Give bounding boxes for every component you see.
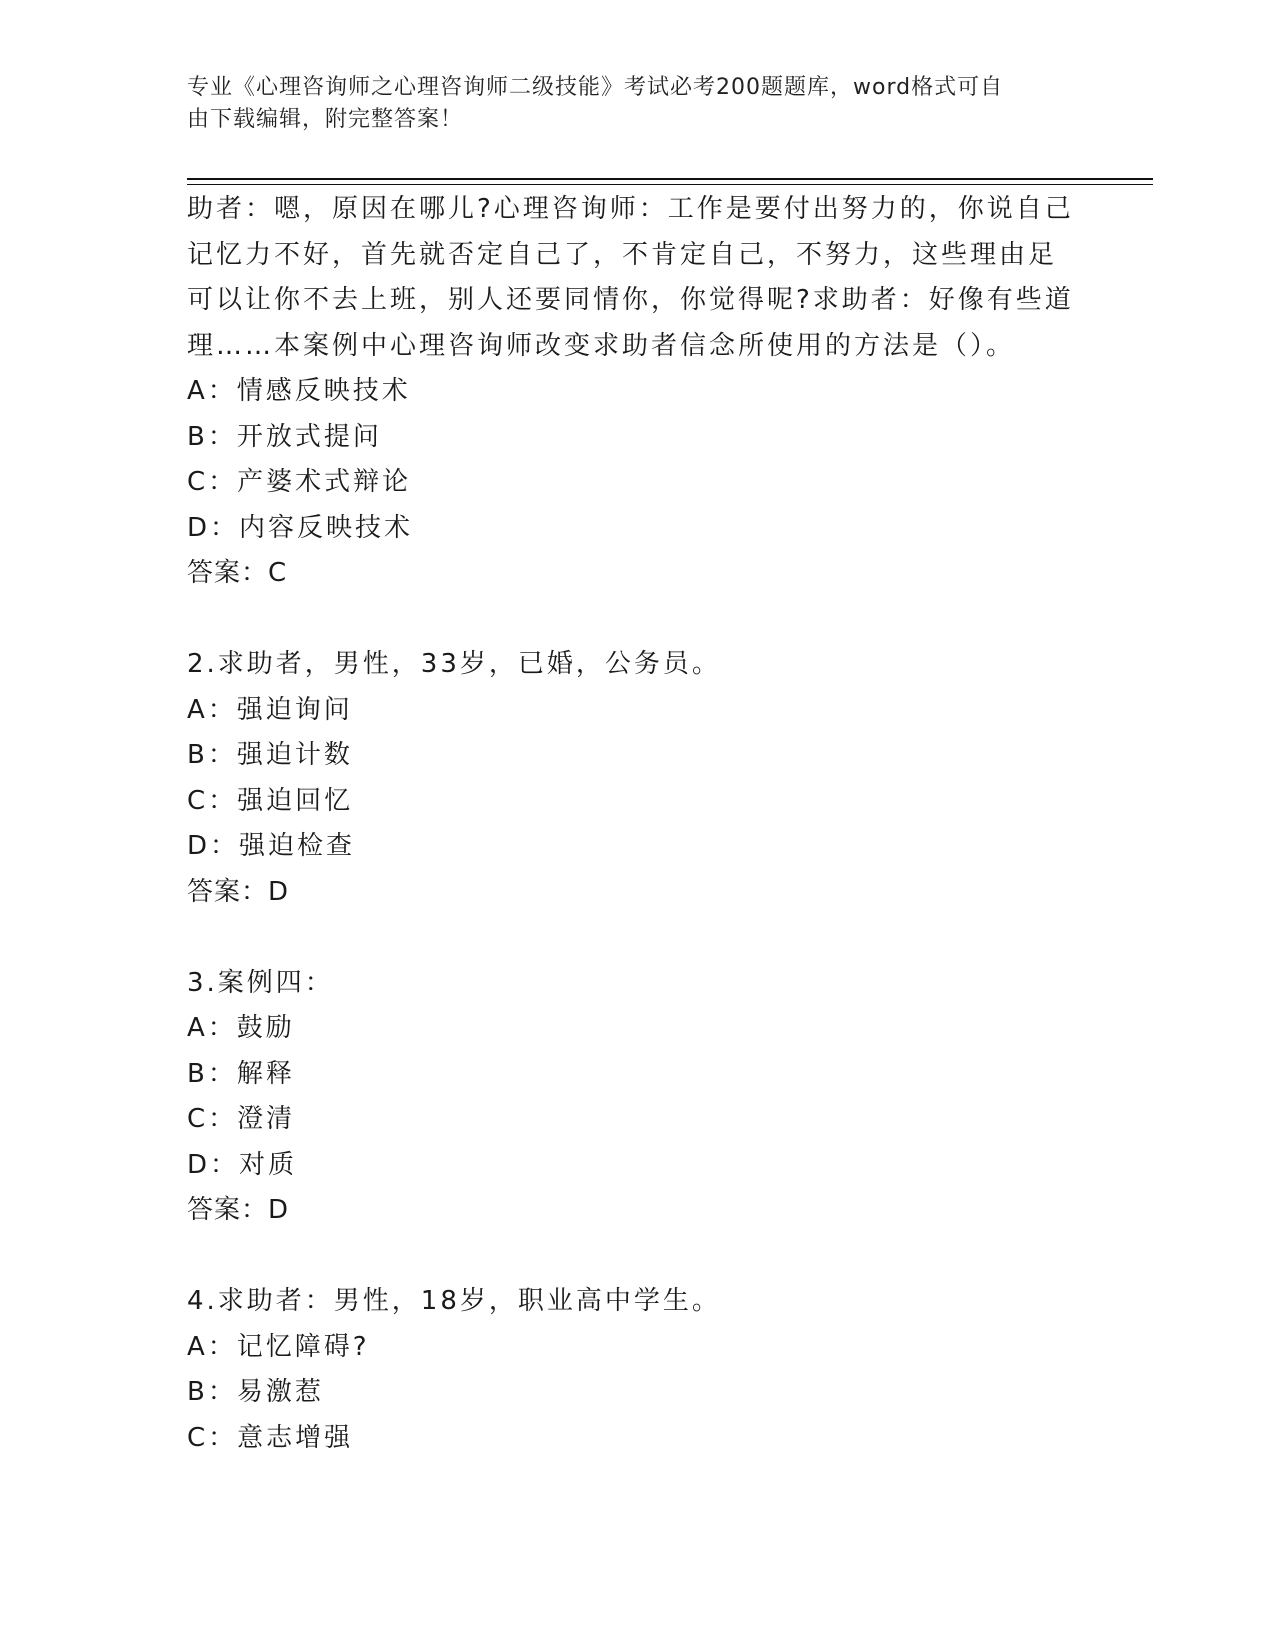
header-line-1: 专业《心理咨询师之心理咨询师二级技能》考试必考200题题库，word格式可自	[187, 75, 1004, 100]
option-b: B：易激惹	[187, 1377, 324, 1407]
spacer	[187, 597, 1087, 643]
header-divider-thin	[187, 184, 1153, 185]
header-line-2: 由下载编辑，附完整答案！	[187, 107, 464, 132]
option-a: A：鼓励	[187, 1013, 295, 1043]
answer-line: 答案：D	[187, 876, 290, 907]
option-a: A：情感反映技术	[187, 376, 411, 406]
question-text-line: 可以让你不去上班，别人还要同情你，你觉得呢?求助者：好像有些道	[187, 285, 1074, 315]
option-d: D：对质	[187, 1149, 298, 1180]
question-1	[187, 187, 1087, 597]
question-text-line: 记忆力不好，首先就否定自己了，不肯定自己，不努力，这些理由足	[187, 239, 1058, 270]
question-2	[187, 642, 1087, 915]
question-stem: 2.求助者，男性，33岁，已婚，公务员。	[187, 649, 721, 679]
question-text-line: 理……本案例中心理咨询师改变求助者信念所使用的方法是（）。	[187, 330, 1016, 361]
option-b: B：强迫计数	[187, 740, 353, 770]
question-4	[187, 1279, 1087, 1461]
option-a: A：记忆障碍?	[187, 1331, 370, 1362]
option-c: C：产婆术式辩论	[187, 467, 412, 497]
document-body	[187, 187, 1087, 1461]
header-divider-thick	[187, 178, 1153, 180]
answer-line: 答案：C	[187, 558, 288, 588]
question-stem: 4.求助者：男性，18岁，职业高中学生。	[187, 1286, 721, 1316]
option-d: D：强迫检查	[187, 831, 356, 861]
question-3	[187, 961, 1087, 1234]
document-header	[187, 72, 1087, 136]
option-b: B：开放式提问	[187, 421, 382, 452]
option-b: B：解释	[187, 1058, 295, 1089]
option-c: C：强迫回忆	[187, 785, 354, 816]
option-c: C：意志增强	[187, 1422, 354, 1453]
question-text-line: 助者：嗯，原因在哪儿?心理咨询师：工作是要付出努力的，你说自己	[187, 194, 1074, 224]
option-a: A：强迫询问	[187, 694, 353, 725]
question-stem: 3.案例四：	[187, 967, 334, 998]
spacer	[187, 1234, 1087, 1280]
spacer	[187, 915, 1087, 961]
answer-line: 答案：D	[187, 1195, 290, 1225]
option-d: D：内容反映技术	[187, 512, 414, 543]
option-c: C：澄清	[187, 1104, 296, 1134]
